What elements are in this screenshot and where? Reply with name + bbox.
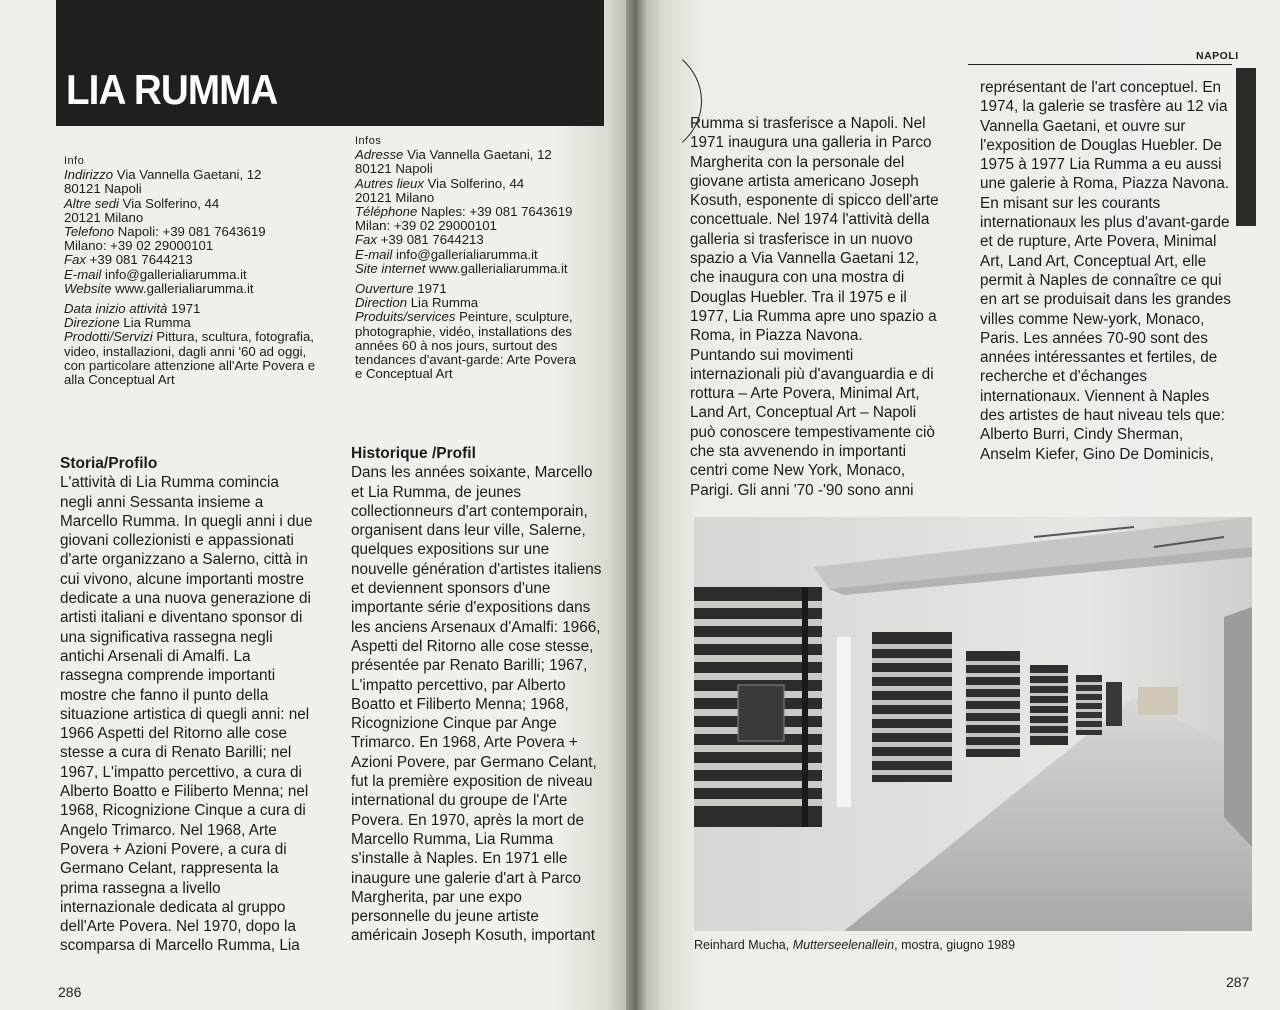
text-line: Margherita, par une expo [351,888,522,906]
info-value: +39 081 7644213 [380,232,484,248]
info-italian [64,154,315,387]
text-line: Puntando sui movimenti [690,346,854,364]
text-line: dedicate a una nuova generazione di [60,590,311,608]
text-line: centri come New York, Monaco, [690,462,906,480]
text-line: internazionale dedicata al gruppo [60,898,286,916]
exhibition-installation-image [694,517,1252,931]
text-line: Alberto Burri, Cindy Sherman, [980,426,1184,444]
info-label: Site internet [355,260,426,276]
text-line: les anciens Arsenaux d'Amalfi: 1966, [351,618,601,636]
text-line: L'attività di Lia Rumma comincia [60,474,279,492]
info-line [355,353,576,367]
info-value: 20121 Milano [355,189,435,205]
text-line: Roma, in Piazza Navona. [690,327,863,345]
info-line [355,233,576,247]
info-value: Via Vannella Gaetani, 12 [116,167,262,183]
text-line: internazionali più d'avanguardia e di [690,365,934,383]
right-italian-text [690,114,939,500]
info-value: 1971 [417,281,447,297]
banner-arc-decoration [560,40,702,162]
text-line: Angelo Trimarco. Nel 1968, Arte [60,821,277,839]
info-label: Direzione [64,315,120,331]
info-line [355,262,576,276]
text-line: Kosuth, esponente di spicco dell'arte [690,192,939,210]
text-line: antichi Arsenali di Amalfi. La [60,647,251,665]
info-heading: Info [64,155,85,167]
text-line: una significativa rassegna negli [60,628,273,646]
info-value: Via Solferino, 44 [427,175,525,191]
text-line: organisent dans leur ville, Salerne, [351,522,586,540]
text-line: fut la première exposition de niveau [351,773,593,791]
text-line: 1977, Lia Rumma apre uno spazio a [690,307,937,325]
text-line: collectionneurs d'art contemporain, [351,502,588,520]
text-line: giovani collezionisti e appassionati [60,532,294,550]
info-label: E-mail [64,266,102,282]
text-line: scomparsa di Marcello Rumma, Lia [60,937,300,955]
info-label: E-mail [355,246,393,262]
storia-text [60,473,313,955]
info-line [355,191,576,205]
info-value: Lia Rumma [123,315,191,331]
section-marker-bar [1236,68,1256,226]
text-line: et de rupture, Arte Povera, Minimal [980,233,1217,251]
text-line: spazio a Via Vannella Gaetani 12, [690,250,920,268]
info-label: Ouverture [355,281,414,297]
info-label: Fax [355,232,377,248]
text-line: nouvelle génération d'artistes italiens [351,560,602,578]
text-line: che inaugura con una mostra di [690,269,905,287]
info-label: Altre sedi [64,195,119,211]
text-line: 1974, la galerie se trasfère au 12 via [980,98,1228,116]
header-rule [968,64,1232,65]
info-value: video, installazioni, dagli anni '60 ad oggi, [64,343,307,359]
info-line [355,219,576,233]
info-line [355,339,576,353]
text-line: une galerie à Roma, Piazza Navona. [980,175,1230,193]
text-line: Aspetti del Ritorno alle cose stesse, [351,637,594,655]
historique-section [351,444,601,946]
info-line [355,310,576,324]
info-line [64,225,315,239]
info-line [355,205,576,219]
text-line: et deviennent sponsors d'une [351,580,551,598]
text-line: galleria si trasferisce in un nuovo [690,230,913,248]
text-line: 1967, L'impatto percettivo, a cura di [60,763,302,781]
text-line: internationaux. Viennent à Naples [980,387,1210,405]
text-line: international du groupe de l'Arte [351,792,568,810]
text-line: En misant sur les courants [980,194,1161,212]
text-line: villes comme New-york, Monaco, [980,310,1205,328]
text-line: Anselm Kiefer, Gino De Dominicis, [980,445,1214,463]
text-line: Povera. En 1970, après la mort de [351,811,584,829]
caption-rest: , mostra, giugno 1989 [894,938,1016,952]
info-label: Autres lieux [355,175,424,191]
text-line: Marcello Rumma. In quegli anni i due [60,512,313,530]
info-value: Lia Rumma [410,295,479,311]
photo-caption [694,938,1015,952]
text-line: artisti italiani e diventano sponsor di [60,609,303,627]
text-line: Ricognizione Cinque par Ange [351,715,557,733]
info-line [64,316,315,330]
info-value: 80121 Napoli [355,161,433,177]
info-value: +39 081 7644213 [89,252,193,268]
text-line: 1966 Aspetti del Ritorno alle cose [60,725,288,743]
info-value: photographie, vidéo, installations des [355,323,573,339]
text-line: s'installe à Naples. En 1971 elle [351,850,568,868]
info-label: Data inizio attività [64,301,168,317]
text-line: représentant de l'art conceptuel. En [980,79,1222,96]
text-line: L'impatto percettivo, par Alberto [351,676,566,694]
text-line: Trimarco. En 1968, Arte Povera + [351,734,578,752]
info-line [355,296,576,310]
info-label: Adresse [355,147,404,163]
info-label: Telefono [64,224,115,240]
text-line: Povera + Azioni Povere, a cura di [60,840,287,858]
info-value: Naples: +39 081 7643619 [421,204,573,220]
info-value: Milan: +39 02 29000101 [355,218,497,234]
info-line [64,345,315,359]
info-value: www.gallerialiarumma.it [115,280,254,296]
info-label: Direction [355,295,408,311]
info-value: Peinture, sculpture, [459,309,573,325]
info-line [355,325,576,339]
historique-heading: Historique /Profil [351,445,476,462]
text-line: d'arte organizzano a Salerno, città in [60,551,308,569]
text-line: Douglas Huebler. Tra il 1975 e il [690,288,907,306]
info-value: Pittura, scultura, fotografia, [156,329,314,345]
info-value: con particolare attenzione all'Arte Povera e [64,357,316,373]
text-line: en art se produisait dans les grandes [980,291,1231,309]
info-line [355,248,576,262]
info-line [355,148,576,162]
info-value: www.gallerialiarumma.it [429,260,568,276]
text-line: Boatto et Filiberto Menna; 1968, [351,695,569,713]
info-value: Milano: +39 02 29000101 [64,238,214,254]
text-line: l'exposition de Douglas Huebler. De [980,136,1222,154]
text-line: concettuale. Nel 1974 l'attività della [690,211,930,229]
info-label: Prodotti/Servizi [64,329,153,345]
info-line [64,330,315,344]
info-heading: Infos [355,135,382,147]
text-line: Vannella Gaetani, et ouvre sur [980,117,1186,135]
section-tab: NAPOLI [1196,50,1239,62]
info-line [64,282,315,296]
info-line [64,268,315,282]
info-value: info@gallerialiarumma.it [105,266,247,282]
text-line: può conoscere tempestivamente ciò [690,423,935,441]
text-line: Rumma si trasferisce a Napoli. Nel [690,115,926,132]
storia-section [60,454,313,956]
caption-work: Mutterseelenallein [792,938,895,952]
info-line [64,373,315,387]
info-line [64,302,315,316]
info-value: alla Conceptual Art [64,372,175,388]
text-line: 1975 à 1977 Lia Rumma a eu aussi [980,156,1222,174]
info-value: 80121 Napoli [64,181,142,197]
info-line [64,182,315,196]
text-line: importante série d'expositions dans [351,599,591,617]
info-line [64,253,315,267]
info-french [355,134,576,381]
info-line [355,177,576,191]
info-value: info@gallerialiarumma.it [396,246,538,262]
info-value: e Conceptual Art [355,366,453,382]
info-label: Téléphone [355,204,418,220]
text-line: mostre che fanno il punto della [60,686,269,704]
text-line: recherche et d'échanges [980,368,1148,386]
right-french-text [980,78,1231,464]
text-line: des artistes de haut niveau tels que: [980,407,1225,425]
info-line [355,282,576,296]
info-value: Via Vannella Gaetani, 12 [407,147,552,163]
info-line [64,239,315,253]
gallery-title: LIA RUMMA [66,66,278,113]
caption-artist: Reinhard Mucha, [694,938,790,952]
info-line [64,168,315,182]
info-line [64,197,315,211]
text-line: présentée par Renato Barilli; 1967, [351,657,588,675]
info-value: Via Solferino, 44 [122,195,220,211]
text-line: 1968, Ricognizione Cinque a cura di [60,802,306,820]
text-line: quelques expositions sur une [351,541,550,559]
text-line: permit à Naples de connaître ce qui [980,271,1222,289]
historique-text [351,463,601,945]
info-value: années 60 à nos jours, surtout des [355,337,558,353]
text-line: rassegna comprende importanti [60,667,276,685]
text-line: Azioni Povere, par Germano Celant, [351,753,597,771]
info-label: Fax [64,252,86,268]
info-value: Napoli: +39 081 7643619 [117,224,266,240]
text-line: personnelle du jeune artiste [351,908,539,926]
info-label: Website [64,280,112,296]
text-line: Margherita con la personale del [690,153,905,171]
gallery-photo [694,517,1252,931]
text-line: Art, Land Art, Conceptual Art, elle [980,252,1207,270]
text-line: rottura – Arte Povera, Minimal Art, [690,385,920,403]
info-value: 20121 Milano [64,209,144,225]
storia-heading: Storia/Profilo [60,455,158,472]
text-line: américain Joseph Kosuth, important [351,927,596,945]
info-line [64,211,315,225]
info-label: Indirizzo [64,167,114,183]
text-line: situazione artistica di quegli anni: nel [60,705,310,723]
text-line: prima rassegna a livello [60,879,221,897]
text-line: années intéressantes et fertiles, de [980,349,1218,367]
text-line: Marcello Rumma, Lia Rumma [351,830,554,848]
text-line: giovane artista americano Joseph [690,172,919,190]
text-line: et Lia Rumma, de jeunes [351,483,522,501]
text-line: Dans les années soixante, Marcello [351,464,593,482]
page-number-right: 287 [1226,974,1250,990]
info-line [355,367,576,381]
text-line: Alberto Boatto e Filiberto Menna; nel [60,783,309,801]
text-line: Germano Celant, rappresenta la [60,860,279,878]
text-line: internationaux les plus d'avant-garde [980,214,1230,232]
text-line: 1971 inaugura una galleria in Parco [690,134,932,152]
text-line: Land Art, Conceptual Art – Napoli [690,404,917,422]
text-line: Parigi. Gli anni '70 -'90 sono anni [690,481,914,499]
info-label: Produits/services [355,309,456,325]
info-line [64,359,315,373]
page-number-left: 286 [58,984,82,1000]
info-value: 1971 [171,301,201,317]
text-line: negli anni Sessanta insieme a [60,493,264,511]
text-line: Paris. Les années 70-90 sont des [980,329,1208,347]
text-line: stesse a cura di Renato Barilli; nel [60,744,292,762]
text-line: dell'Arte Povera. Nel 1970, dopo la [60,918,296,936]
text-line: inaugure une galerie d'art à Parco [351,869,581,887]
text-line: che sta avvenendo in importanti [690,443,906,461]
info-line [355,162,576,176]
info-value: tendances d'avant-garde: Arte Povera [355,352,576,368]
text-line: cui vivono, alcune importanti mostre [60,570,305,588]
